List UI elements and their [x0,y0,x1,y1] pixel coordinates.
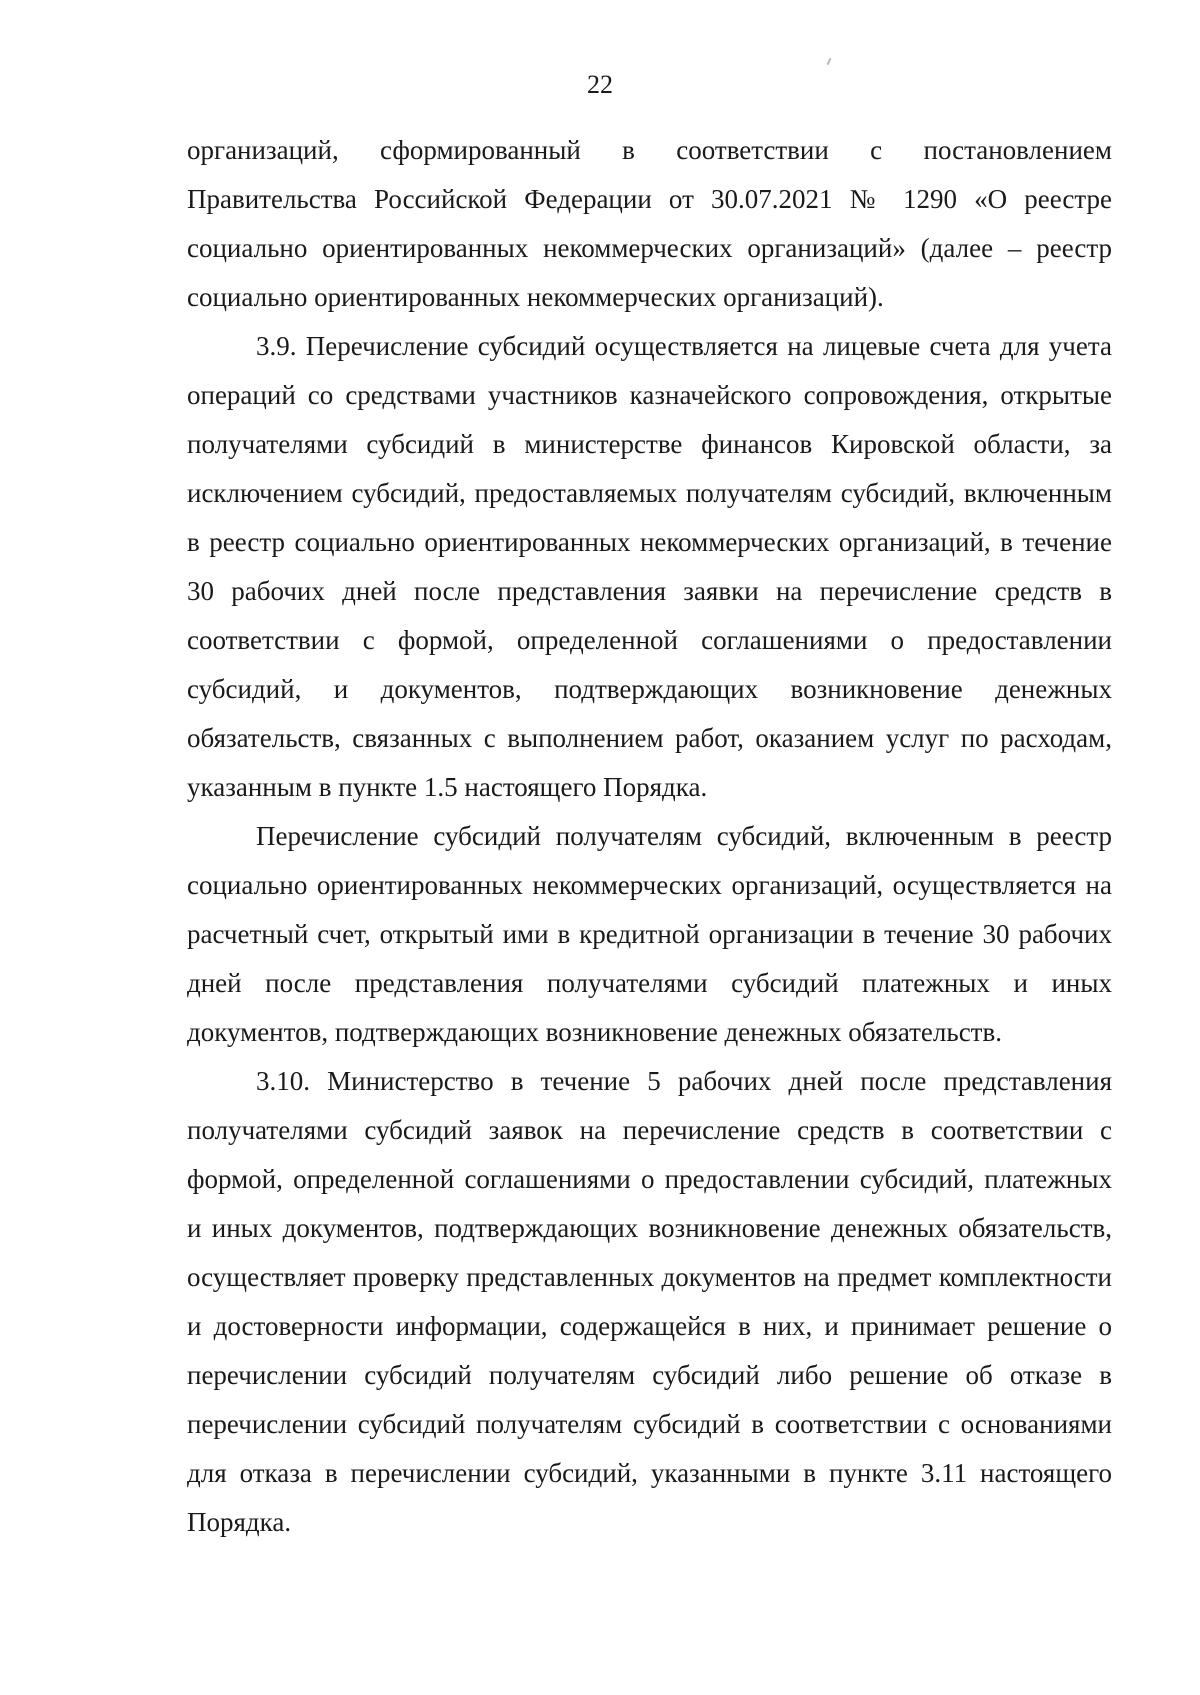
page-number: 22 [587,70,613,99]
scan-artifact [827,58,832,65]
paragraph-continuation: организаций, сформированный в соответствии с постановлением Правительства Российской Федерации от 30.07.2021 № 1290 «О реестре социально ориентированных некоммерческих организаций» (далее – реестр социально ориентированных некоммерческих организаций). [187,135,1112,312]
document-body [187,126,1112,1547]
paragraph-clause-3-9-transfer: Перечисление субсидий получателям субсидий, включенным в реестр социально ориентированных некоммерческих организаций, осуществляется на расчетный счет, открытый ими в кредитной организации в течение 30 рабочих дней после представления получателями субсидий платежных и иных документов, подтверждающих возникновение денежных обязательств. [187,821,1112,1047]
paragraph-clause-3-10: 3.10. Министерство в течение 5 рабочих дней после представления получателями субсидий заявок на перечисление средств в соответствии с формой, определенной соглашениями о предоставлении субсидий, платежных и иных документов, подтверждающих возникновение денежных обязательств, осуществляет проверку представленных документов на предмет комплектности и достоверности информации, содержащейся в них, и принимает решение о перечислении субсидий получателям субсидий либо решение об отказе в перечислении субсидий получателям субсидий в соответствии с основаниями для отказа в перечислении субсидий, указанными в пункте 3.11 настоящего Порядка. [187,1066,1112,1537]
paragraph-clause-3-9: 3.9. Перечисление субсидий осуществляется на лицевые счета для учета операций со средствами участников казначейского сопровождения, открытые получателями субсидий в министерстве финансов Кировской области, за исключением субсидий, предоставляемых получателям субсидий, включенным в реестр социально ориентированных некоммерческих организаций, в течение 30 рабочих дней после представления заявки на перечисление средств в соответствии с формой, определенной соглашениями о предоставлении субсидий, и документов, подтверждающих возникновение денежных обязательств, связанных с выполнением работ, оказанием услуг по расходам, указанным в пункте 1.5 настоящего Порядка. [187,331,1112,802]
